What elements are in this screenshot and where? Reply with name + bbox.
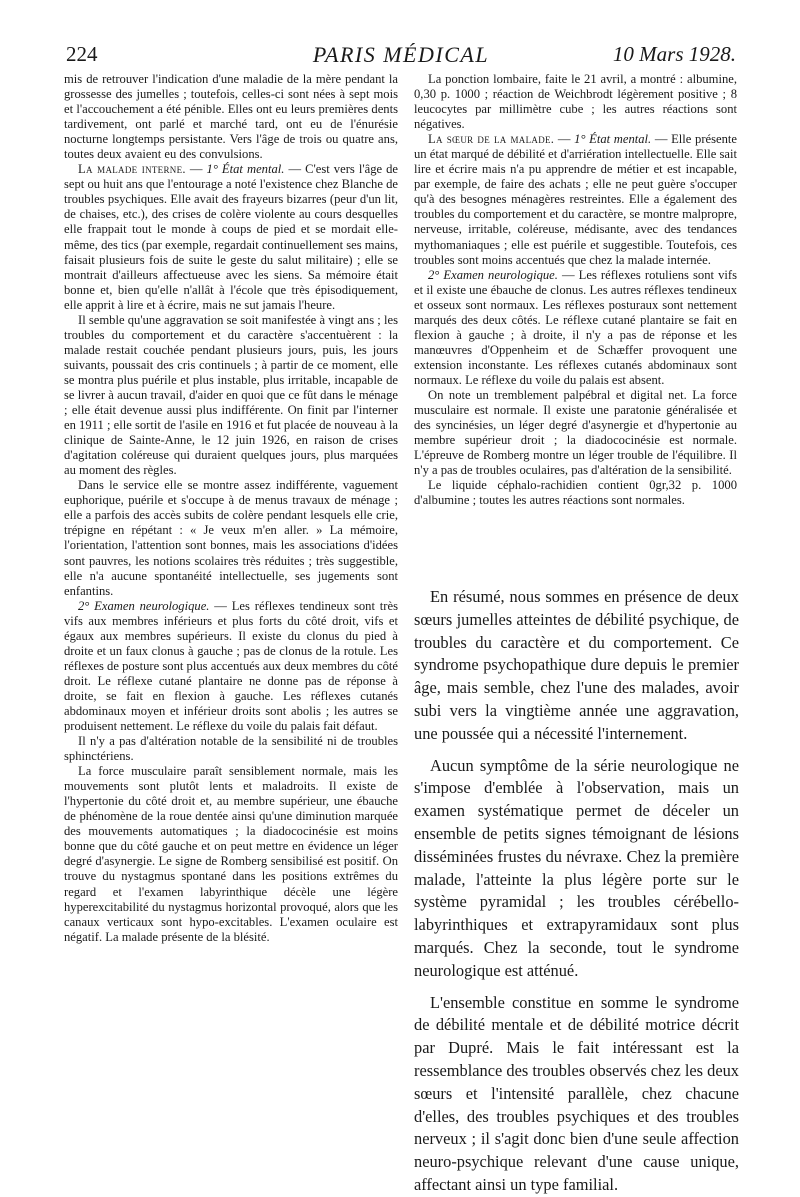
- paragraph: Il n'y a pas d'altération notable de la sensibilité ni de troubles sphinctériens.: [64, 734, 398, 764]
- paragraph: Dans le service elle se montre assez indifférente, vaguement euphorique, puérile et s'occupe à de menus travaux de ménage ; elle a parfois des accès subits de colère pendant lesquels elle crie, trépigne en répétant : « Je veux m'en aller. » La mémoire, l'orientation, l'attention sont bonnes, mais les associations d'idées sont pauvres, les notions scolaires très réduites ; très suggestible, elle n'a aucune spontanéité intellectuelle, ses jugements sont enfantins.: [64, 478, 398, 598]
- paragraph: 2° Examen neurologique. — Les réflexes rotuliens sont vifs et il existe une ébauche de clonus. Les autres réflexes tendineux et osseux sont normaux. Les réflexes posturaux sont nettement marqués des deux côtés. Le réflexe cutané plantaire se fait en flexion à gauche ; à droite, il n'y a pas de réponse et les manœuvres d'Oppenheim et de Schæffer provoquent une extension inconstante. Les réflexes cutanés abdominaux sont normaux. Le réflexe du voile du palais est absent.: [414, 267, 737, 387]
- paragraph: La malade interne. — 1° État mental. — C'est vers l'âge de sept ou huit ans que l'entourage a noté l'existence chez Blanche de troubles psychiques. Elle avait des frayeurs bizarres (peur d'un lit, de chaises, etc.), des crises de colère violente au cours desquelles elle frappait tout le monde à coups de pied et se mordait elle-même, des tics (par exemple, regardait continuellement ses mains, faisait plusieurs fois de suite le geste du salut militaire) ; elle se montrait d'ailleurs affectueuse avec les siens. Sa mémoire était bonne et, bien qu'elle n'allât à l'école que très épisodiquement, elle apprit à lire et à écrire, mais ne sut jamais l'heure.: [64, 162, 399, 312]
- section-heading: 2° Examen neurologique.: [428, 267, 558, 282]
- issue-date: 10 Mars 1928.: [612, 42, 736, 66]
- summary-paragraph: L'ensemble constitue en somme le syndrome de débilité mentale et de débilité motrice décrit par Dupré. Mais le fait intéressant est la ressemblance des troubles observés chez les deux sœurs et l'intensité parallèle, chez chacune d'elles, des troubles psychiques et des troubles nerveux ; il s'agit donc bien d'une seule affection neuro-psychique relevant d'une cause unique, affectant ainsi un type familial.: [414, 992, 739, 1194]
- section-heading: 1° État mental.: [206, 162, 285, 177]
- summary-paragraph: Aucun symptôme de la série neurologique ne s'impose d'emblée à l'observation, mais un examen systématique permet de déceler un ensemble de petits signes témoignant de lésions disséminées frustes du névraxe. Chez la première malade, l'atteinte la plus légère porte sur le système pyramidal ; les troubles cérébello-labyrinthiques et extrapyramidaux sont plus marqués. Chez la seconde, tout le syndrome neurologique est atténué.: [414, 755, 739, 980]
- left-column: [64, 72, 398, 945]
- section-heading: 2° Examen neurologique.: [78, 598, 210, 613]
- paragraph: mis de retrouver l'indication d'une maladie de la mère pendant la grossesse des jumelles ; toutefois, celles-ci sont nées à sept mois et l'accouchement a été pénible. Elles ont eu leurs premières dents tardivement, ont parlé et marché tard, ont eu de l'énurésie nocturne longtemps persistante. Vers l'âge de trois ou quatre ans, toutes deux avaient eu des convulsions.: [64, 72, 398, 162]
- summary-paragraph: En résumé, nous sommes en présence de deux sœurs jumelles atteintes de débilité psychique, de troubles du caractère et du comportement. Ce syndrome psychopathique dure depuis le premier âge, mais semble, chez l'une des malades, avoir subi vers la vingtième année une aggravation, une poussée qui a nécessité l'internement.: [414, 587, 739, 743]
- page-number: 224: [66, 42, 98, 66]
- section-lead: La sœur de la malade.: [428, 132, 555, 147]
- paragraph: Le liquide céphalo-rachidien contient 0gr,32 p. 1000 d'albumine ; toutes les autres réactions sont normales.: [414, 478, 737, 508]
- paragraph: La sœur de la malade. — 1° État mental. — Elle présente un état marqué de débilité et d'arriération intellectuelle. Elle sait lire et écrire mais n'a pu apprendre de métier et est incapable, par exemple, de faire des achats ; elle ne peut guère s'occuper qu'à des besognes ménagères restreintes. Elle a également des troubles du comportement et du caractère, se montre malpropre, nerveuse, irritable, coléreuse, médisante, avec des tendances mythomaniaques ; elle est puérile et suggestible. Toutefois, ces troubles sont moins accentués que chez la malade internée.: [414, 132, 738, 267]
- summary-section: [414, 586, 739, 1197]
- page-header: [66, 42, 736, 66]
- journal-title: PARIS MÉDICAL: [312, 42, 490, 67]
- paragraph: Il semble qu'une aggravation se soit manifestée à vingt ans ; les troubles du comportement et du caractère s'accentuèrent : la malade restait couchée pendant plusieurs jours, puis, les jours suivants, poussait des cris continuels ; à partir de ce moment, elle se montra plus puérile et plus instable, plus irritable, incapable de se livrer à aucun travail, d'aider en quoi que ce fût dans le ménage ; elle était devenue aussi plus indifférente. On finit par l'interner en 1911 ; elle sortit de l'asile en 1916 et fut placée de nouveau à la clinique de Sainte-Anne, le 12 juin 1926, en raison de crises d'agitation coléreuse qui duraient quelques jours, plus marquées au moment des règles.: [64, 312, 398, 478]
- section-lead: La malade interne.: [78, 162, 186, 177]
- paragraph: 2° Examen neurologique. — Les réflexes tendineux sont très vifs aux membres inférieurs et plus forts du côté droit, vifs et égaux aux membres supérieurs. Il existe du clonus du pied à droite et un faux clonus à gauche ; pas de clonus de la rotule. Les réflexes de posture sont plus accentués aux deux membres du côté droit. Le réflexe cutané plantaire ne donne pas de réponse à droite, se fait en flexion à gauche. Les réflexes cutanés abdominaux moyen et inférieur droits sont abolis ; les autres se produisent nettement. Le réflexe du voile du palais fait défaut.: [64, 598, 398, 734]
- paragraph: La force musculaire paraît sensiblement normale, mais les mouvements sont plutôt lents et maladroits. Il existe de l'hypertonie du côté droit et, au membre supérieur, une ébauche de phénomène de la roue dentée ainsi qu'une diminution marquée des mouvements automatiques ; la diadococinésie est moins bonne que du côté gauche et on peut mettre en évidence un léger degré d'asynergie. Le signe de Romberg sensibilisé est positif. On trouve du nystagmus spontané dans les positions extrêmes du regard et l'examen labyrinthique décèle une légère hyperexcitabilité du nystagmus horizontal provoqué, alors que les canaux verticaux sont hypo-excitables. L'examen oculaire est négatif. La malade présente de la blésité.: [64, 764, 398, 944]
- section-heading: 1° État mental.: [574, 132, 652, 147]
- right-column: [414, 72, 737, 508]
- paragraph: La ponction lombaire, faite le 21 avril, a montré : albumine, 0,30 p. 1000 ; réaction de Weichbrodt légèrement positive ; 8 leucocytes par millimètre cube ; les autres réactions sont négatives.: [414, 72, 737, 132]
- paragraph: On note un tremblement palpébral et digital net. La force musculaire est normale. Il existe une paratonie généralisée et des syncinésies, un léger degré d'asynergie et d'hypertonie au membre supérieur droit ; la diadococinésie est normale. L'épreuve de Romberg montre un léger trouble de l'équilibre. Il n'y a pas de troubles oculaires, pas d'altération de la sensibilité.: [414, 387, 737, 478]
